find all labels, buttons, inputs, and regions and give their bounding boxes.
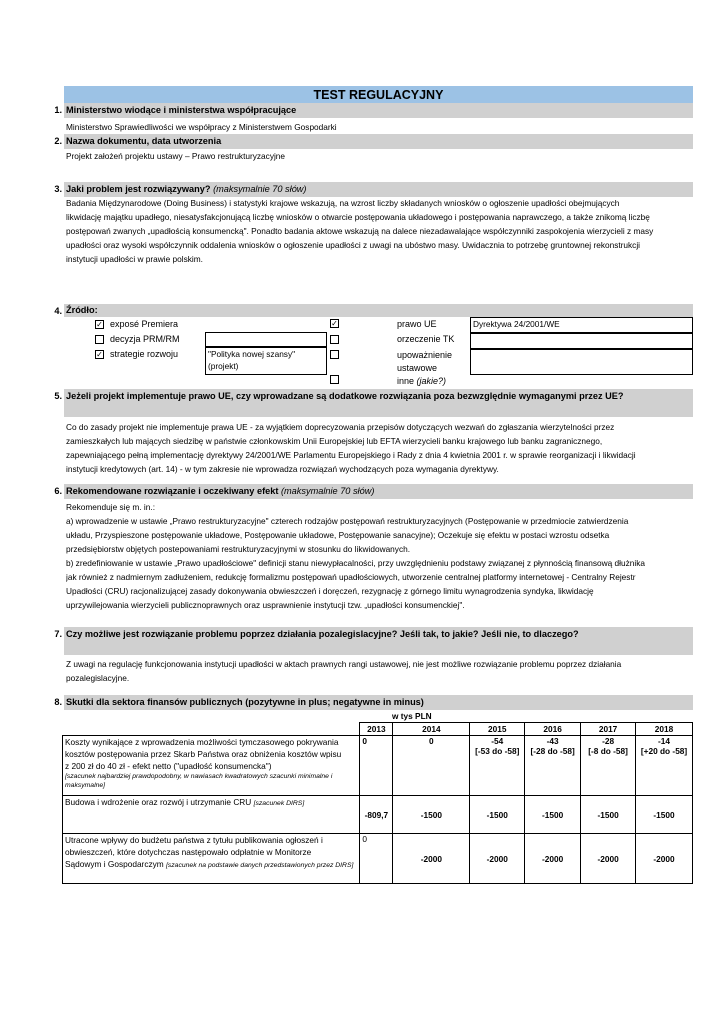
row-desc-line: Utracone wpływy do budżetu państwa z tytułu publikowania ogłoszeń i <box>65 835 323 845</box>
table-header-row <box>63 723 693 736</box>
section-5-line: zapewniającego pełną implementację dyrektywy 24/2001/WE Parlamentu Europejskiego i Rady z dnia 4 kwietnia 2001 r. w sprawie reorganizacji i likwidacji <box>66 450 636 460</box>
orzeczenie-tk-field[interactable] <box>470 333 693 349</box>
section-3-line: instytucji upadłości w prawie polskim. <box>66 254 203 264</box>
section-3-line: upadłości oraz wysoki współczynnik oddalenia wniosków o ogłoszenie upadłości z uwagi na ubóstwo masy. Uwidacznia to potrzebę gruntownej rekonstrukcji <box>66 240 641 250</box>
checkbox-decyzja-prm[interactable] <box>95 335 104 344</box>
cell-range: [-28 do -58] <box>530 746 575 756</box>
row-description <box>63 834 360 884</box>
year-header: 2018 <box>636 723 693 736</box>
label-upowaznienie: upoważnienie <box>397 350 453 360</box>
section-6-heading-note: (maksymalnie 70 słów) <box>280 486 375 496</box>
row-note: [szacunek na podstawie danych przedstawionych przez DIRS] <box>166 862 354 869</box>
section-1-text: Ministerstwo Sprawiedliwości we współpracy z Ministerstwem Gospodarki <box>66 122 337 132</box>
section-1-heading: Ministerstwo wiodące i ministerstwa współpracujące <box>64 103 693 118</box>
cell-value: -54 <box>491 736 504 746</box>
checkbox-expose-premiera[interactable] <box>95 320 104 329</box>
label-ustawowe: ustawowe <box>397 363 438 373</box>
decyzja-prm-field[interactable] <box>205 332 327 347</box>
cell-value: -14 <box>658 736 671 746</box>
strategy-box-line: "Polityka nowej szansy" <box>208 349 296 359</box>
section-6-body <box>66 500 694 612</box>
row-desc-line: obwieszczeń, które dotychczas następowało odpłatnie w Monitorze <box>65 847 312 857</box>
row-description <box>63 796 360 834</box>
section-5-number: 5. <box>54 391 62 401</box>
section-2-text: Projekt założeń projektu ustawy – Prawo restrukturyzacyjne <box>66 151 286 161</box>
checkbox-inne[interactable] <box>330 375 339 384</box>
unit-label: w tys PLN <box>392 711 432 721</box>
section-3-body <box>66 196 694 266</box>
check-icon: ✓ <box>331 319 338 328</box>
section-7-heading: Czy możliwe jest rozwiązanie problemu poprzez działania pozalegislacyjne? Jeśli tak, to jakie? Jeśli nie, to dlaczego? <box>64 627 693 655</box>
checkbox-strategie-rozwoju[interactable] <box>95 350 104 359</box>
section-3-line: postępowań zwanych „upadłością konsumencką". Ponadto badania aktowe wskazują na dalece niezadawalające współczynniki zaspokojenia wierzycieli z masy <box>66 226 654 236</box>
table-row <box>63 736 693 796</box>
cell-value: -2000 <box>470 834 525 884</box>
label-prawo-ue: prawo UE <box>397 319 437 329</box>
section-3-line: likwidację majątku upadłego, niesatysfakcjonującą liczbę wniosków o otwarcie postępowania układowego i postępowania naprawczego, a także znikomą liczbę <box>66 212 650 222</box>
row-desc-line: z 200 zł do 40 zł - efekt netto ("upadłość konsumencka") <box>65 761 272 771</box>
strategy-box-line: (projekt) <box>208 361 239 371</box>
section-7-line: pozalegislacyjne. <box>66 673 130 683</box>
section-2-heading: Nazwa dokumentu, data utworzenia <box>64 134 693 149</box>
section-1-number: 1. <box>54 105 62 115</box>
label-expose-premiera: exposé Premiera <box>110 319 179 329</box>
section-6-line: Upadłości (CRU) racjonalizującej zasady dokonywania obwieszczeń i doręczeń, rezygnację z górnego limitu wynagrodzenia syndyka, likwidację <box>66 586 594 596</box>
fiscal-effects-table <box>62 722 693 884</box>
label-decyzja-prm: decyzja PRM/RM <box>110 334 180 344</box>
section-5-body <box>66 420 694 476</box>
cell-value: -1500 <box>636 796 693 834</box>
table-row <box>63 834 693 884</box>
cell-value-range <box>581 736 636 796</box>
section-6-line: przedsiębiorstw objętych postepowaniami restrukturyzacyjnymi w stosunku do likwidowanych. <box>66 544 411 554</box>
label-inne-note: (jakie?) <box>416 376 447 386</box>
row-note: [szacunek najbardziej prawdopodobny, w nawiasach kwadratowych szacunki minimalne i maksymalne] <box>65 773 333 789</box>
section-6-heading-text: Rekomendowane rozwiązanie i oczekiwany efekt <box>66 486 279 496</box>
section-5-line: Co do zasady projekt nie implementuje prawa UE - za wyjątkiem doprecyzowania przepisów dotyczących wezwań do zgłaszania wierzytelności przez <box>66 422 615 432</box>
prawo-ue-field[interactable]: Dyrektywa 24/2001/WE <box>470 317 693 333</box>
row-desc-line: Koszty wynikające z wprowadzenia możliwości tymczasowego pokrywania <box>65 737 339 747</box>
year-header: 2017 <box>581 723 636 736</box>
year-header: 2014 <box>393 723 470 736</box>
section-6-line: b) zredefiniowanie w ustawie „Prawo upadłościowe" definicji stanu niewypłacalności, przy uwzględnieniu podstawy związanej z płynnością finansową dłużnika <box>66 558 645 568</box>
checkbox-upowaznienie[interactable] <box>330 350 339 359</box>
section-5-line: instytucji kredytowych (art. 14) - w tym zakresie nie wprowadza rozwiązań wychodzących poza wymagania dyrektywy. <box>66 464 499 474</box>
year-header: 2013 <box>360 723 393 736</box>
row-desc-line: Sądowym i Gospodarczym <box>65 859 164 869</box>
cell-value: -1500 <box>393 796 470 834</box>
section-7-number: 7. <box>54 629 62 639</box>
year-header: 2015 <box>470 723 525 736</box>
table-row <box>63 796 693 834</box>
section-3-line: Badania Międzynarodowe (Doing Business) i statystyki krajowe wskazują, na wzrost liczby składanych wniosków o ogłoszenie upadłości obejmujących <box>66 198 620 208</box>
row-description <box>63 736 360 796</box>
section-6-number: 6. <box>54 486 62 496</box>
checkbox-orzeczenie-tk[interactable] <box>330 335 339 344</box>
section-4-number: 4. <box>54 306 62 316</box>
section-6-line: uprzywilejowania wierzycieli publicznoprawnych oraz usprawnienie instytucji tzw. „upadłości konsumenckiej". <box>66 600 465 610</box>
cell-range: [+20 do -58] <box>640 746 688 756</box>
cell-value: -43 <box>546 736 559 746</box>
section-2-number: 2. <box>54 136 62 146</box>
row-note: [szacunek DIRS] <box>253 800 305 807</box>
cell-value: -2000 <box>636 834 693 884</box>
label-inne <box>397 375 446 387</box>
cell-value: 0 <box>360 736 393 796</box>
row-desc-line: kosztów postępowania przez Skarb Państwa oraz obniżenia kosztów wpisu <box>65 749 342 759</box>
section-7-line: Z uwagi na regulację funkcjonowania instytucji upadłości w aktach prawnych rangi ustawowej, nie jest możliwe rozwiązanie problemu poprzez działania <box>66 659 622 669</box>
cell-value: -2000 <box>581 834 636 884</box>
row-desc-line: Budowa i wdrożenie oraz rozwój i utrzymanie CRU <box>65 797 252 807</box>
section-6-line: Rekomenduje się m. in.: <box>66 502 156 512</box>
section-3-number: 3. <box>54 184 62 194</box>
check-icon: ✓ <box>96 350 103 359</box>
label-strategie-rozwoju: strategie rozwoju <box>110 349 179 359</box>
section-5-line: zamieszkałych lub mających siedzibę w państwie członkowskim Unii Europejskiej lub EFTA wierzycieli banku krajowego lub banku zagranicznego, <box>66 436 603 446</box>
document-title: TEST REGULACYJNY <box>64 86 693 104</box>
section-6-heading <box>64 484 693 499</box>
section-5-heading: Jeżeli projekt implementuje prawo UE, czy wprowadzane są dodatkowe rozwiązania poza bezwzględnie wymaganymi przez UE? <box>64 389 693 417</box>
cell-value: -1500 <box>470 796 525 834</box>
section-6-line: a) wprowadzenie w ustawie „Prawo restrukturyzacyjne" czterech rodzajów postępowań restrukturyzacyjnych (Postępowanie w przedmiocie zatwierdzenia <box>66 516 629 526</box>
section-3-heading-text: Jaki problem jest rozwiązywany? <box>66 184 211 194</box>
cell-value: 0 <box>393 736 470 796</box>
section-8-heading: Skutki dla sektora finansów publicznych (pozytywne in plus; negatywne in minus) <box>64 695 693 710</box>
upowaznienie-field[interactable] <box>470 349 693 375</box>
cell-value: -809,7 <box>360 796 393 834</box>
cell-value: -2000 <box>525 834 581 884</box>
cell-value: -2000 <box>393 834 470 884</box>
label-inne-text: inne <box>397 376 415 386</box>
section-6-line: układu, Przyspieszone postępowanie układowe, Postępowanie układowe, Postępowanie sanacyjne); Oczekuje się efektu w postaci wzrostu odsetka <box>66 530 610 540</box>
section-3-heading <box>64 182 693 197</box>
cell-value-range <box>636 736 693 796</box>
label-orzeczenie-tk: orzeczenie TK <box>397 334 455 344</box>
checkbox-prawo-ue[interactable] <box>330 319 339 328</box>
section-7-body <box>66 657 694 685</box>
cell-range: [-53 do -58] <box>475 746 520 756</box>
cell-value-range <box>470 736 525 796</box>
section-4-heading: Źródło: <box>64 304 693 317</box>
year-header: 2016 <box>525 723 581 736</box>
section-3-heading-note: (maksymalnie 70 słów) <box>213 184 307 194</box>
cell-value-range <box>525 736 581 796</box>
cell-value: -1500 <box>525 796 581 834</box>
cell-value: -28 <box>602 736 615 746</box>
cell-range: [-8 do -58] <box>588 746 628 756</box>
strategie-rozwoju-field[interactable] <box>205 347 327 375</box>
cell-value: -1500 <box>581 796 636 834</box>
section-8-number: 8. <box>54 697 62 707</box>
cell-value: 0 <box>360 834 393 884</box>
header-blank <box>63 723 360 736</box>
check-icon: ✓ <box>96 320 103 329</box>
section-6-line: jak również z nadmiernym zadłużeniem, redukcję formalizmu postępowań upadłościowych, utworzenie centralnej platformy internetowej - Centralny Rejestr <box>66 572 636 582</box>
